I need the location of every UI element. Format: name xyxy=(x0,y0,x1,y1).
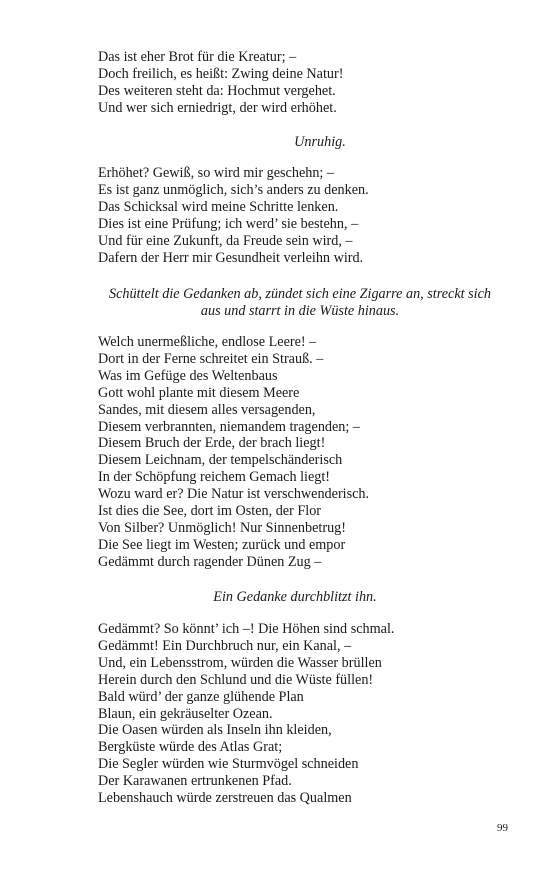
verse-line: Gedämmt durch ragender Dünen Zug – xyxy=(98,553,322,570)
verse-line: Bald würd’ der ganze glühende Plan xyxy=(98,688,304,705)
verse-line: Ist dies die See, dort im Osten, der Flor xyxy=(98,503,322,520)
verse-line: Wozu ward er? Die Natur ist verschwenderisch. xyxy=(98,486,370,503)
stanza-4 xyxy=(98,621,394,807)
stanza-3 xyxy=(98,334,369,571)
verse-line: Welch unermeßliche, endlose Leere! – xyxy=(98,334,317,350)
stage-direction-line: Ein Gedanke durchblitzt ihn. xyxy=(213,589,377,605)
verse-line: Dies ist eine Prüfung; ich werd’ sie bestehn, – xyxy=(98,215,359,232)
verse-line: Bergküste würde des Atlas Grat; xyxy=(98,739,283,756)
stage-direction-line: Unruhig. xyxy=(294,134,346,150)
verse-line: Diesem verbrannten, niemandem tragenden; – xyxy=(98,418,360,435)
stanza-2 xyxy=(98,165,369,266)
stage-direction-line: Schüttelt die Gedanken ab, zündet sich eine Zigarre an, streckt sich xyxy=(109,286,491,302)
stanza-1 xyxy=(98,49,343,117)
stage-direction-line: aus und starrt in die Wüste hinaus. xyxy=(200,303,400,319)
verse-line: Das ist eher Brot für die Kreatur; – xyxy=(98,49,297,65)
verse-line: Sandes, mit diesem alles versagenden, xyxy=(98,401,316,418)
page-number: 99 xyxy=(497,822,508,834)
verse-line: Gedämmt? So könnt’ ich –! Die Höhen sind schmal. xyxy=(98,621,395,637)
verse-line: Und wer sich erniedrigt, der wird erhöhet. xyxy=(98,99,337,116)
verse-line: Gedämmt! Ein Durchbruch nur, ein Kanal, – xyxy=(98,637,352,654)
verse-line: Was im Gefüge des Weltenbaus xyxy=(98,367,278,384)
verse-line: In der Schöpfung reichem Gemach liegt! xyxy=(98,469,331,486)
verse-line: Und, ein Lebensstrom, würden die Wasser brüllen xyxy=(98,654,382,671)
verse-line: Die Segler würden wie Sturmvögel schneiden xyxy=(98,756,359,773)
verse-line: Und für eine Zukunft, da Freude sein wird, – xyxy=(98,232,353,249)
verse-line: Dafern der Herr mir Gesundheit verleihn wird. xyxy=(98,249,364,266)
verse-line: Diesem Bruch der Erde, der brach liegt! xyxy=(98,435,326,452)
stage-direction-2 xyxy=(80,286,520,320)
verse-line: Diesem Leichnam, der tempelschänderisch xyxy=(98,452,343,469)
stage-direction-1 xyxy=(100,134,540,151)
verse-line: Die Oasen würden als Inseln ihn kleiden, xyxy=(98,722,332,739)
verse-line: Erhöhet? Gewiß, so wird mir geschehn; – xyxy=(98,165,335,181)
stage-direction-3 xyxy=(75,589,515,606)
verse-line: Lebenshauch würde zerstreuen das Qualmen xyxy=(98,790,352,807)
verse-line: Das Schicksal wird meine Schritte lenken. xyxy=(98,198,339,215)
verse-line: Dort in der Ferne schreitet ein Strauß. – xyxy=(98,350,324,367)
verse-line: Gott wohl plante mit diesem Meere xyxy=(98,384,300,401)
verse-line: Von Silber? Unmöglich! Nur Sinnenbetrug! xyxy=(98,519,346,536)
verse-line: Blaun, ein gekräuselter Ozean. xyxy=(98,705,273,722)
verse-line: Es ist ganz unmöglich, sich’s anders zu denken. xyxy=(98,181,369,198)
verse-line: Des weiteren steht da: Hochmut vergehet. xyxy=(98,82,336,99)
verse-line: Der Karawanen ertrunkenen Pfad. xyxy=(98,773,292,790)
verse-line: Die See liegt im Westen; zurück und empor xyxy=(98,536,346,553)
verse-line: Doch freilich, es heißt: Zwing deine Natur! xyxy=(98,65,344,82)
verse-line: Herein durch den Schlund und die Wüste füllen! xyxy=(98,671,374,688)
